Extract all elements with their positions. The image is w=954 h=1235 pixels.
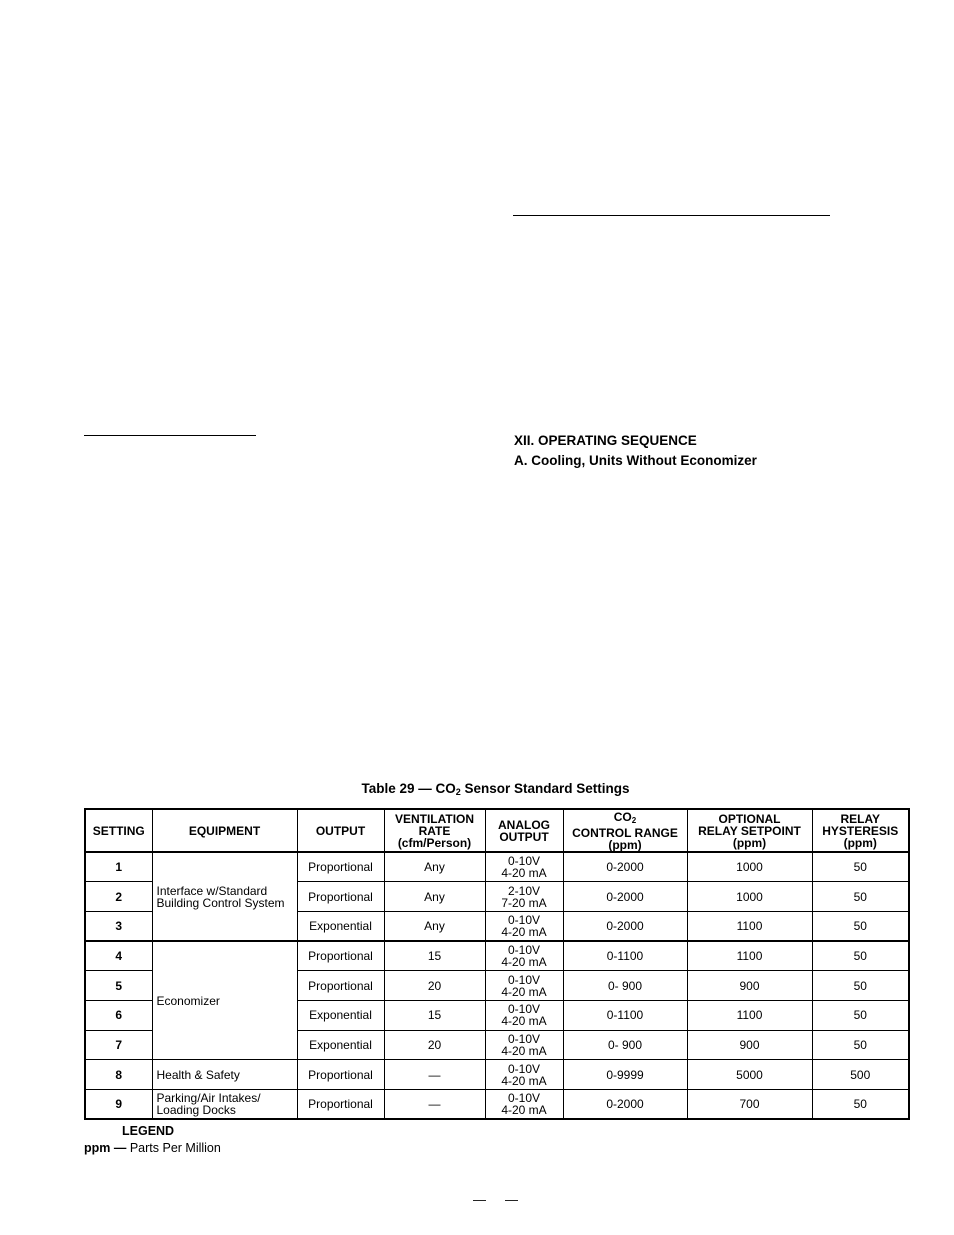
cell-ventilation: 20 [384,971,485,1001]
col-header-relay-setpoint [687,809,812,852]
analog-voltage: 0-10V [507,1061,541,1076]
cell-setting: 7 [85,1030,152,1060]
analog-voltage: 0-10V [507,854,541,869]
cell-ventilation: Any [384,852,485,882]
cell-output: Proportional [297,852,384,882]
cell-hysteresis: 50 [812,1090,909,1120]
section-heading: XII. OPERATING SEQUENCE [514,433,697,448]
analog-current: 4-20 mA [501,955,547,970]
cell-hysteresis: 50 [812,911,909,941]
col-header-ventilation-line: RATE [418,823,451,838]
col-header-ventilation-line: (cfm/Person) [397,835,472,850]
cell-hysteresis: 50 [812,1000,909,1030]
col-header-hysteresis-line: HYSTERESIS [822,823,899,838]
col-header-analog [485,809,563,852]
col-header-hysteresis-line: RELAY [840,811,881,826]
cell-output: Exponential [297,911,384,941]
equipment-line: Interface w/Standard [156,883,268,898]
analog-current: 4-20 mA [501,1073,547,1088]
cell-range: 0-1100 [563,1000,687,1030]
cell-range: 0-2000 [563,882,687,912]
cell-output: Proportional [297,882,384,912]
cell-ventilation: 20 [384,1030,485,1060]
equipment-line: Loading Docks [156,1103,236,1118]
cell-equipment-health: Health & Safety [152,1060,297,1090]
cell-output: Exponential [297,1000,384,1030]
col-header-co2-range [563,809,687,852]
cell-setpoint: 5000 [687,1060,812,1090]
cell-setting: 9 [85,1090,152,1120]
cell-equipment-interface [152,852,297,941]
cell-setting: 4 [85,941,152,971]
page-number-dash-left: — [473,1192,486,1207]
page-number-dash-right: — [505,1192,518,1207]
cell-setpoint: 900 [687,1030,812,1060]
cell-ventilation: 15 [384,941,485,971]
analog-current: 4-20 mA [501,984,547,999]
caption-prefix: Table 29 — CO [361,781,456,796]
cell-range: 0- 900 [563,971,687,1001]
cell-range: 0-9999 [563,1060,687,1090]
legend-item [84,1141,221,1155]
col-header-setpoint-line: RELAY SETPOINT [698,823,801,838]
caption-suffix: Sensor Standard Settings [460,781,630,796]
cell-range: 0- 900 [563,1030,687,1060]
cell-analog [485,882,563,912]
col-header-analog-line: OUTPUT [499,829,549,844]
rule-upper-right [513,215,830,216]
table-header-row [85,809,909,852]
cell-setting: 2 [85,882,152,912]
cell-ventilation: — [384,1060,485,1090]
cell-setting: 6 [85,1000,152,1030]
cell-setting: 8 [85,1060,152,1090]
cell-ventilation: — [384,1090,485,1120]
cell-output: Exponential [297,1030,384,1060]
cell-analog [485,1000,563,1030]
table-row [85,1060,909,1090]
rule-left-middle [84,435,256,436]
cell-setting: 3 [85,911,152,941]
caption-subscript: 2 [455,787,461,797]
analog-current: 4-20 mA [501,1043,547,1058]
cell-equipment-economizer: Economizer [152,941,297,1060]
cell-hysteresis: 50 [812,882,909,912]
analog-voltage: 2-10V [507,883,541,898]
col-header-setpoint-line: (ppm) [732,835,767,850]
analog-voltage: 0-10V [507,1031,541,1046]
col-header-equipment: EQUIPMENT [152,809,297,852]
cell-range: 0-2000 [563,1090,687,1120]
cell-range: 0-2000 [563,911,687,941]
co2-settings-table [84,808,910,1120]
cell-setpoint: 900 [687,971,812,1001]
subsection-heading: A. Cooling, Units Without Economizer [514,453,757,468]
cell-output: Proportional [297,941,384,971]
cell-ventilation: Any [384,882,485,912]
col-header-ventilation [384,809,485,852]
col-header-hysteresis [812,809,909,852]
cell-setpoint: 1000 [687,852,812,882]
col-header-analog-line: ANALOG [498,817,550,832]
analog-voltage: 0-10V [507,1091,541,1106]
analog-current: 4-20 mA [501,924,547,939]
cell-output: Proportional [297,1060,384,1090]
analog-current: 4-20 mA [501,1103,547,1118]
table-row [85,941,909,971]
cell-hysteresis: 50 [812,941,909,971]
cell-analog [485,852,563,882]
cell-hysteresis: 500 [812,1060,909,1090]
analog-voltage: 0-10V [507,912,541,927]
analog-current: 4-20 mA [501,866,547,881]
cell-output: Proportional [297,971,384,1001]
cell-setpoint: 700 [687,1090,812,1120]
col-header-ventilation-line: VENTILATION [394,811,475,826]
legend-meaning: Parts Per Million [129,1141,221,1155]
table-row [85,1090,909,1120]
cell-setpoint: 1100 [687,1000,812,1030]
analog-current: 4-20 mA [501,1014,547,1029]
equipment-line: Building Control System [156,895,285,910]
col-header-co2-line: CONTROL RANGE [572,825,678,840]
cell-hysteresis: 50 [812,971,909,1001]
cell-setpoint: 1000 [687,882,812,912]
analog-voltage: 0-10V [507,943,541,958]
legend-abbr: ppm — [84,1141,127,1155]
cell-analog [485,1060,563,1090]
cell-ventilation: 15 [384,1000,485,1030]
table-caption [84,781,907,797]
cell-setpoint: 1100 [687,911,812,941]
cell-hysteresis: 50 [812,1030,909,1060]
equipment-line: Parking/Air Intakes/ [156,1091,261,1106]
cell-range: 0-1100 [563,941,687,971]
cell-analog [485,1030,563,1060]
cell-setting: 1 [85,852,152,882]
cell-equipment-parking [152,1090,297,1120]
col-header-setting: SETTING [85,809,152,852]
cell-setting: 5 [85,971,152,1001]
cell-output: Proportional [297,1090,384,1120]
analog-current: 7-20 mA [501,895,547,910]
table-row [85,852,909,882]
legend-title: LEGEND [122,1124,175,1138]
cell-analog [485,941,563,971]
cell-hysteresis: 50 [812,852,909,882]
cell-range: 0-2000 [563,852,687,882]
cell-analog [485,1090,563,1120]
col-header-co2-subscript: 2 [631,815,637,825]
cell-analog [485,971,563,1001]
analog-voltage: 0-10V [507,1002,541,1017]
col-header-setpoint-line: OPTIONAL [718,811,781,826]
col-header-co2-line: (ppm) [608,837,642,852]
cell-ventilation: Any [384,911,485,941]
cell-analog [485,911,563,941]
col-header-hysteresis-line: (ppm) [843,835,877,850]
col-header-output: OUTPUT [297,809,384,852]
analog-voltage: 0-10V [507,972,541,987]
col-header-co2-prefix: CO [613,809,632,824]
cell-setpoint: 1100 [687,941,812,971]
